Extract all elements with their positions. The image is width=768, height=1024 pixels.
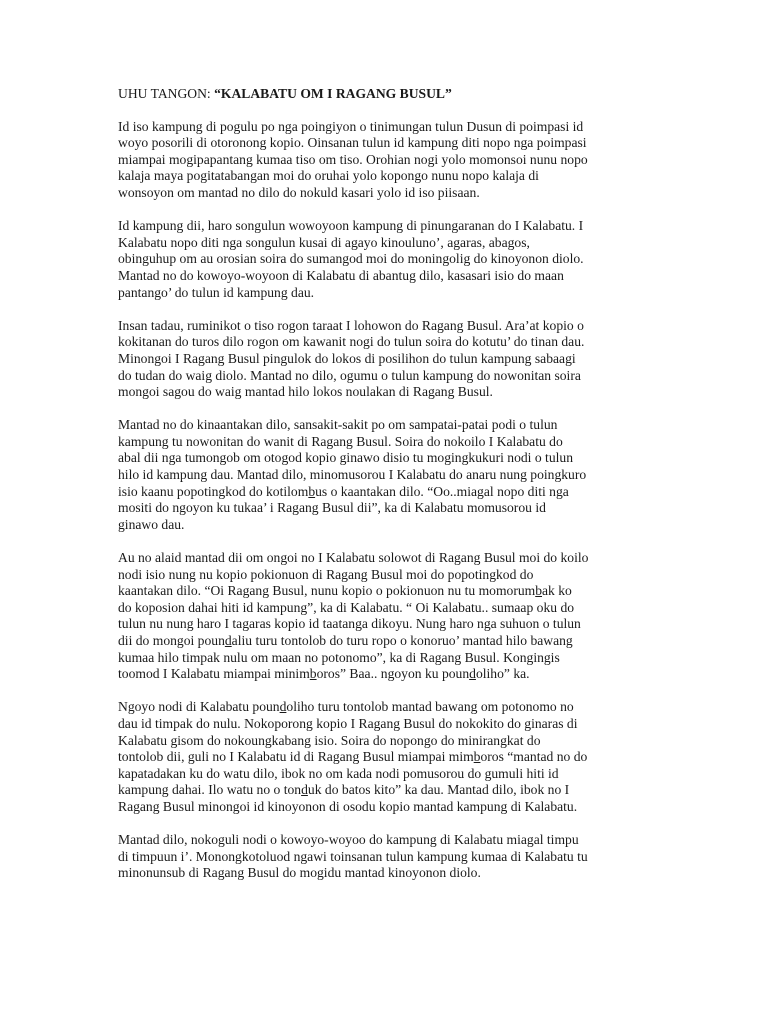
- underlined-text: b: [535, 583, 543, 599]
- text-run: kokitanan do turos dilo rogon om kawanit nogi do tulun soira do kotutu’ do tinan dau.: [118, 334, 585, 350]
- text-run: oliho” ka.: [475, 666, 530, 682]
- text-line: [118, 782, 658, 799]
- text-run: kalaja maya pogitatabangan moi do oruhai yolo kopongo nunu nopo kalaja di: [118, 168, 539, 184]
- text-run: kaantakan dilo. “Oi Ragang Busul, nunu kopio o pokionuon nu tu momorum: [118, 583, 536, 599]
- text-line: [118, 434, 658, 451]
- text-run: Minongoi I Ragang Busul pingulok do lokos di posilihon do tulun kampung sabaagi: [118, 350, 576, 366]
- paragraph: [118, 119, 658, 202]
- text-line: [118, 567, 658, 584]
- paragraph: [118, 699, 658, 815]
- text-run: toomod I Kalabatu miampai minim: [118, 666, 310, 682]
- text-run: kumaa hilo timpak nulu om maan no potonomo”, ka di Ragang Busul. Kongingis: [118, 649, 560, 665]
- paragraph: [118, 318, 658, 401]
- document-page: [118, 86, 658, 899]
- text-run: mongoi sagou do waig mantad hilo lokos noulakan di Ragang Busul.: [118, 384, 493, 400]
- text-line: [118, 583, 658, 600]
- text-line: [118, 334, 658, 351]
- text-run: Id kampung dii, haro songulun wowoyoon kampung di pinungaranan do I Kalabatu. I: [118, 218, 584, 234]
- text-run: uk do batos kito” ka dau. Mantad dilo, ibok no I: [307, 782, 570, 798]
- text-run: nodi isio nung nu kopio pokionuon di Ragang Busul moi do popotingkod do: [118, 566, 534, 582]
- underlined-text: d: [301, 782, 308, 798]
- text-run: dau id timpak do nulu. Nokoporong kopio I Ragang Busul do nokokito do ginaras di: [118, 715, 578, 731]
- text-run: abal dii nga tumongob om otogod kopio ginawo disio tu mogingkukuri nodi o tulun: [118, 450, 573, 466]
- text-line: [118, 650, 658, 667]
- title-prefix: UHU TANGON:: [118, 86, 215, 101]
- text-run: ginawo dau.: [118, 516, 185, 532]
- text-line: [118, 467, 658, 484]
- text-run: pantango’ do tulun id kampung dau.: [118, 284, 315, 300]
- text-line: [118, 799, 658, 816]
- text-run: do koposion dahai hiti id kampung”, ka di Kalabatu. “ Oi Kalabatu.. sumaap oku do: [118, 599, 575, 615]
- text-line: [118, 368, 658, 385]
- underlined-text: d: [224, 633, 232, 648]
- text-run: mositi do ngoyon ku tukaa’ i Ragang Busul dii”, ka di Kalabatu momusorou id: [118, 500, 546, 516]
- underlined-text: d: [469, 666, 476, 682]
- text-line: [118, 699, 658, 716]
- text-line: [118, 633, 658, 650]
- text-line: [118, 218, 658, 235]
- text-line: [118, 417, 658, 434]
- text-line: [118, 152, 658, 169]
- paragraph: [118, 417, 658, 533]
- text-run: kapatadakan ku do watu dilo, ibok no om kada nodi pomusorou do gumuli hiti id: [118, 765, 559, 781]
- text-line: [118, 268, 658, 285]
- text-line: [118, 135, 658, 152]
- text-run: woyo posorili di otoronong kopio. Oinsanan tulun id kampung diti nopo nga poimpasi: [118, 135, 587, 151]
- text-run: wonsoyon om mantad no dilo do nokuld kasari yolo id iso piisaan.: [118, 184, 480, 200]
- text-run: Au no alaid mantad dii om ongoi no I Kalabatu solowot di Ragang Busul moi do koilo: [118, 550, 589, 566]
- text-line: [118, 318, 658, 335]
- text-run: miampai mogipapantang kumaa tiso om tiso. Orohian nogi yolo momonsoi nunu nopo: [118, 151, 588, 167]
- text-run: isio kaanu popotingkod do kotilom: [118, 483, 309, 499]
- text-run: Ragang Busul minongoi id kinoyonon di osodu kopio mantad kampung di Kalabatu.: [118, 798, 578, 814]
- text-run: Mantad dilo, nokoguli nodi o kowoyo-woyoo do kampung di Kalabatu miagal timpu: [118, 832, 579, 848]
- text-line: [118, 500, 658, 517]
- underlined-text: d: [279, 699, 287, 715]
- text-line: [118, 865, 658, 882]
- text-line: [118, 733, 658, 750]
- text-line: [118, 285, 658, 302]
- text-run: di timpuun i’. Monongkotoluod ngawi toinsanan tulun kampung kumaa di Kalabatu tu: [118, 848, 588, 864]
- text-run: oliho turu tontolob mantad bawang om potonomo no: [286, 699, 574, 715]
- text-run: aliu turu tontolob do turu ropo o konoruo’ mantad hilo bawang: [231, 633, 573, 648]
- text-line: [118, 484, 658, 501]
- text-run: Mantad no do kowoyo-woyoon di Kalabatu di abantug dilo, kasasari isio do maan: [118, 267, 564, 283]
- text-line: [118, 749, 658, 766]
- text-line: [118, 716, 658, 733]
- text-run: us o kaantakan dilo. “Oo..miagal nopo diti nga: [315, 483, 569, 499]
- text-line: [118, 666, 658, 683]
- text-run: obinguhup om au orosian soira do sumangod moi do moningolig do kinoyonon diolo.: [118, 251, 584, 267]
- text-line: [118, 832, 658, 849]
- underlined-text: b: [309, 666, 317, 682]
- paragraph: [118, 218, 658, 301]
- paragraph: [118, 550, 658, 683]
- text-line: [118, 849, 658, 866]
- text-line: [118, 251, 658, 268]
- text-line: [118, 550, 658, 567]
- text-run: kampung dahai. Ilo watu no o ton: [118, 782, 302, 798]
- text-line: [118, 450, 658, 467]
- text-line: [118, 351, 658, 368]
- document-body: [118, 119, 658, 882]
- text-line: [118, 600, 658, 617]
- text-line: [118, 235, 658, 252]
- text-run: hilo id kampung dau. Mantad dilo, minomusorou I Kalabatu do anaru nung poingkuro: [118, 467, 587, 483]
- text-run: tulun nu nung haro I tagaras kopio id taatanga dikoyu. Nung haro nga suhuon o tulun: [118, 616, 581, 632]
- paragraph: [118, 832, 658, 882]
- text-run: Id iso kampung di pogulu po nga poingiyon o tinimungan tulun Dusun di poimpasi id: [118, 118, 584, 134]
- text-line: [118, 517, 658, 534]
- text-run: oros” Baa.. ngoyon ku poun: [316, 666, 470, 682]
- text-run: oros “mantad no do: [480, 749, 588, 765]
- text-run: Ngoyo nodi di Kalabatu poun: [118, 699, 280, 715]
- underlined-text: b: [308, 483, 316, 499]
- text-run: do tudan do waig diolo. Mantad no dilo, ogumu o tulun kampung do nowonitan soira: [118, 367, 581, 383]
- text-line: [118, 119, 658, 136]
- text-run: Kalabatu gisom do nokoungkabang isio. Soira do nopongo do minirangkat do: [118, 732, 541, 748]
- text-line: [118, 616, 658, 633]
- text-run: Kalabatu nopo diti nga songulun kusai di agayo kinouluno’, agaras, abagos,: [118, 234, 530, 250]
- text-line: [118, 766, 658, 783]
- text-line: [118, 384, 658, 401]
- text-run: kampung tu nowonitan do wanit di Ragang Busul. Soira do nokoilo I Kalabatu do: [118, 433, 563, 449]
- text-line: [118, 185, 658, 202]
- text-run: dii do mongoi poun: [118, 633, 225, 648]
- text-run: minonunsub di Ragang Busul do mogidu mantad kinoyonon diolo.: [118, 865, 481, 881]
- document-title: [118, 86, 658, 103]
- text-line: [118, 168, 658, 185]
- text-run: Mantad no do kinaantakan dilo, sansakit-sakit po om sampatai-patai podi o tulun: [118, 417, 558, 433]
- text-run: ak ko: [542, 583, 572, 599]
- text-run: tontolob dii, guli no I Kalabatu id di Ragang Busul miampai mim: [118, 749, 474, 765]
- underlined-text: b: [473, 749, 481, 765]
- text-run: Insan tadau, ruminikot o tiso rogon taraat I lohowon do Ragang Busul. Ara’at kopio o: [118, 317, 584, 333]
- story-title: “KALABATU OM I RAGANG BUSUL”: [214, 86, 452, 101]
